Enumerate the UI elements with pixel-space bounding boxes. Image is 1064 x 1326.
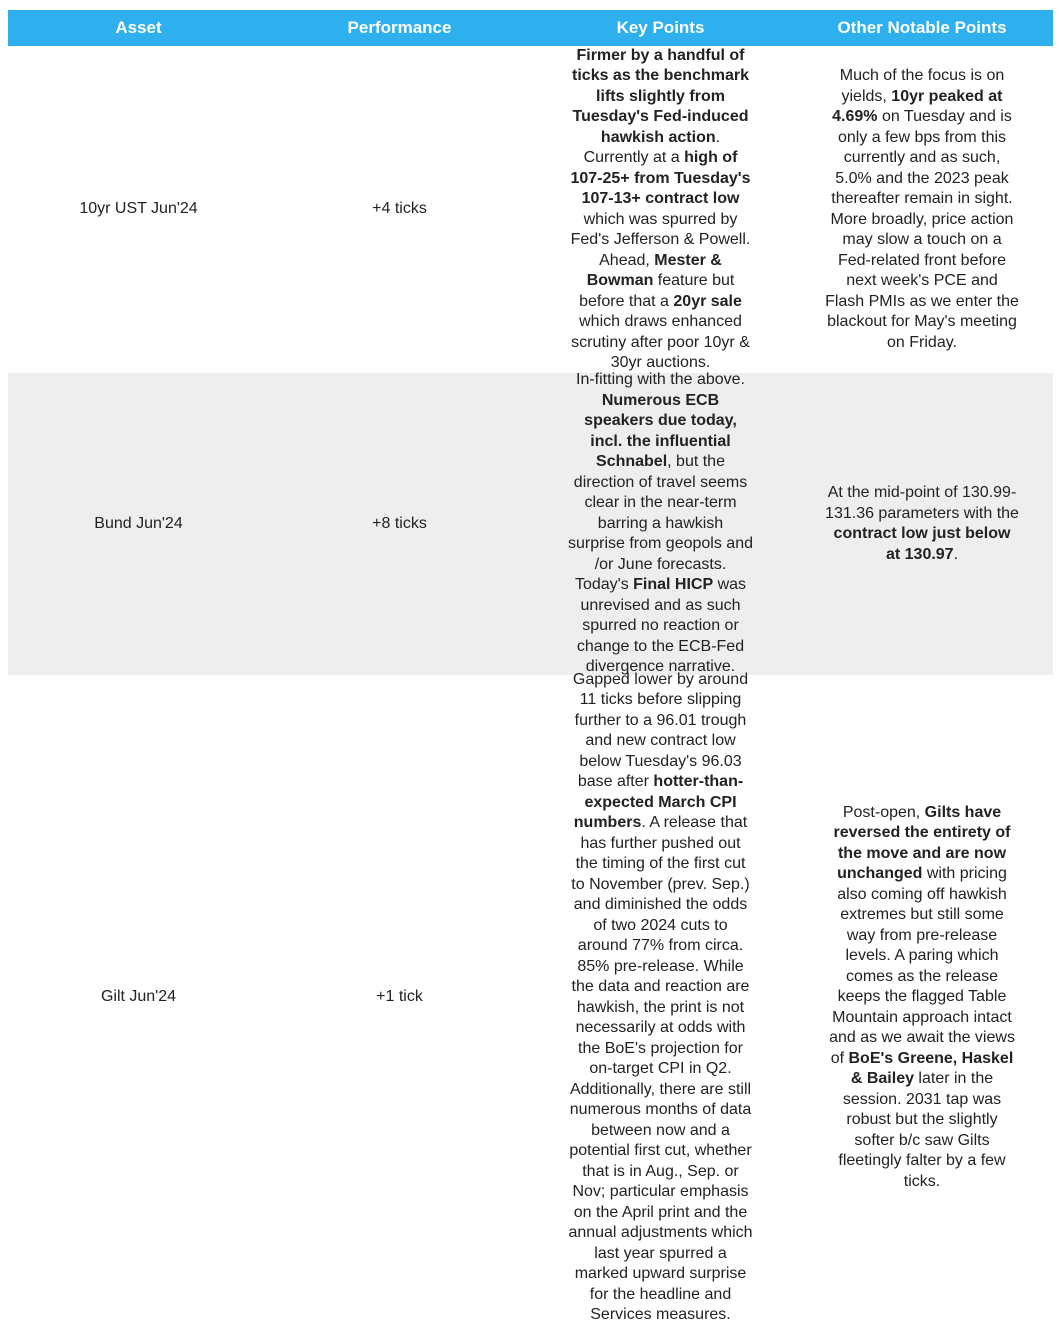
other-text: . — [953, 545, 959, 563]
other-points-cell — [791, 66, 1053, 353]
header-asset: Asset — [115, 18, 162, 37]
key-points-cell — [530, 46, 791, 374]
key-text: Gapped lower by around 11 ticks before slipping further to a 96.01 trough and new contract low below Tuesday's 96.03 base after — [572, 670, 749, 790]
key-text: which draws enhanced scrutiny after poor 10yr & 30yr auctions. — [571, 313, 750, 371]
other-bold: 10yr peaked at 4.69% — [832, 87, 1003, 125]
other-text: Much of the focus is on yields, — [839, 67, 1005, 105]
key-bold: Numerous ECB speakers due today, incl. the influential Schnabel — [584, 391, 737, 471]
market-table — [8, 10, 1053, 1323]
key-points-cell — [530, 370, 791, 678]
other-points-cell — [791, 803, 1053, 1193]
other-text: later in the session. 2031 tap was robust but the slightly softer b/c saw Gilts fleetingly falter by a few ticks. — [838, 1070, 1006, 1190]
other-bold: BoE's Greene, Haskel & Bailey — [848, 1049, 1014, 1088]
table-row-gilt — [8, 670, 1053, 1323]
asset-cell: Gilt Jun'24 — [100, 988, 177, 1006]
key-text: . Currently at a — [583, 128, 721, 166]
other-text: At the mid-point of 130.99-131.36 parameters with the — [825, 484, 1019, 522]
key-bold: hotter-than-expected March CPI numbers — [573, 773, 744, 831]
key-bold: Final HICP — [633, 576, 714, 594]
performance-cell: +8 ticks — [372, 514, 427, 532]
header-performance: Performance — [347, 18, 452, 37]
other-text: with pricing also coming off hawkish extremes but still some way from pre-release levels. A paring which comes as the release keeps the flagged Table Mountain approach intact and as we await the views of — [829, 865, 1015, 1067]
key-text: . A release that has further pushed out the timing of the first cut to November (prev. Sep.) and diminished the odds of two 2024 cuts to around 77% from circa. 85% pre-release. While the data and reaction are hawkish, the print is not necessarily at odds with the BoE's projection for on-target CPI in Q2. Additionally, there are still numerous months of data between now and a potential first cut, whether that is in Aug., Sep. or Nov; particular emphasis on the April print and the annual adjustments which last year spurred a marked upward surprise for the headline and Services measures. — [568, 814, 753, 1323]
other-points-cell — [791, 483, 1053, 565]
key-text: which was spurred by Fed's Jefferson & Powell. Ahead, — [570, 210, 751, 269]
table-row-bund — [8, 373, 1053, 675]
key-text: was unrevised and as such spurred no reaction or change to the ECB-Fed divergence narrative. — [576, 576, 747, 676]
key-points-cell — [530, 670, 791, 1326]
key-bold: Mester & Bowman — [586, 251, 722, 289]
key-bold: high of 107-25+ from Tuesday's 107-13+ contract low — [570, 149, 751, 207]
performance-cell: +4 ticks — [372, 200, 427, 218]
header-other-points: Other Notable Points — [837, 18, 1007, 37]
asset-cell: 10yr UST Jun'24 — [79, 200, 198, 218]
other-text: on Tuesday and is only a few bps from this currently and as such, 5.0% and the 2023 peak thereafter remain in sight. More broadly, price action may slow a touch on a Fed-related front before next week's PCE and Flash PMIs as we enter the blackout for May's meeting on Friday. — [825, 108, 1019, 351]
asset-cell: Bund Jun'24 — [94, 514, 183, 532]
other-text: Post-open, — [842, 803, 925, 821]
other-bold: Gilts have reversed the entirety of the move and are now unchanged — [833, 803, 1011, 883]
key-text: feature but before that a — [579, 272, 735, 310]
performance-cell: +1 tick — [376, 988, 423, 1006]
header-key-points: Key Points — [616, 18, 705, 37]
table-header — [8, 10, 1053, 46]
table-row-10yr-ust — [8, 46, 1053, 373]
key-bold: Firmer by a handful of ticks as the benchmark lifts slightly from Tuesday's Fed-induced hawkish action — [572, 46, 749, 146]
key-text: , but the direction of travel seems clear in the near-term barring a hawkish surprise from geopols and /or June forecasts. Today's — [568, 453, 753, 594]
other-bold: contract low just below at 130.97 — [833, 525, 1011, 563]
key-bold: 20yr sale — [673, 292, 742, 310]
key-text: In-fitting with the above. — [576, 371, 745, 389]
